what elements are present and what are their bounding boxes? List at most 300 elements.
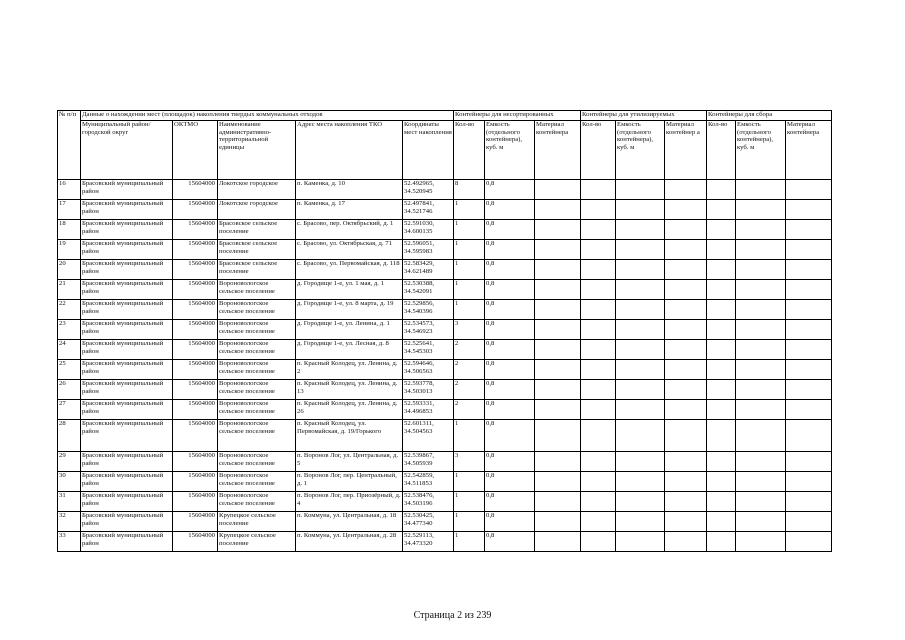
table-row (58, 280, 832, 300)
row-number: 27 (58, 400, 81, 420)
address-cell: п. Красный Колодец, ул. Первомайская, д. 19/Горького (296, 420, 403, 452)
empty-cell (535, 280, 581, 300)
address-cell: д. Городище 1-е, ул. 1 мая, д. 1 (296, 280, 403, 300)
empty-cell (616, 512, 665, 532)
address-cell: д. Городище 1-е, ул. Лесная, д. 8 (296, 340, 403, 360)
address-cell: с. Брасово, ул. Первомайская, д. 118 (296, 260, 403, 280)
empty-cell (707, 340, 736, 360)
empty-cell (581, 300, 616, 320)
empty-cell (535, 532, 581, 552)
volume-cell: 0,8 (485, 200, 535, 220)
coords-cell: 52.534573, 34.546923 (403, 320, 454, 340)
count-cell: 3 (454, 320, 485, 340)
row-number: 32 (58, 512, 81, 532)
row-number: 19 (58, 240, 81, 260)
material-header: Материал контейнера (535, 121, 581, 180)
oktmo-cell: 15604000 (173, 400, 218, 420)
volume-cell: 0,8 (485, 360, 535, 380)
volume-cell: 0,8 (485, 472, 535, 492)
empty-cell (665, 532, 707, 552)
address-cell: п. Красный Колодец, ул. Ленина, д. 13 (296, 380, 403, 400)
empty-cell (707, 492, 736, 512)
col-no-header: № п/п (58, 111, 81, 180)
empty-cell (535, 420, 581, 452)
coords-cell: 52.492965, 34.520945 (403, 180, 454, 200)
oktmo-cell: 15604000 (173, 260, 218, 280)
empty-cell (581, 420, 616, 452)
empty-cell (707, 180, 736, 200)
coords-cell: 52.596051, 34.595983 (403, 240, 454, 260)
count-cell: 1 (454, 240, 485, 260)
empty-cell (736, 360, 786, 380)
empty-cell (707, 240, 736, 260)
table-row (58, 492, 832, 512)
empty-cell (616, 220, 665, 240)
empty-cell (786, 300, 832, 320)
address-cell: п. Воронов Лог, пер. Приозёрный, д. 4 (296, 492, 403, 512)
table-row (58, 420, 832, 452)
empty-cell (665, 180, 707, 200)
count-cell: 1 (454, 512, 485, 532)
material2-header: Материал контейнер а (665, 121, 707, 180)
district-cell: Брасовский муниципальный район (81, 220, 173, 240)
count-cell: 2 (454, 360, 485, 380)
volume-cell: 0,8 (485, 280, 535, 300)
registry-table (57, 110, 832, 552)
address-cell: п. Красный Колодец, ул. Ленина, д. 2 (296, 360, 403, 380)
oktmo-cell: 15604000 (173, 532, 218, 552)
count-cell: 2 (454, 400, 485, 420)
empty-cell (707, 360, 736, 380)
empty-cell (535, 240, 581, 260)
district-cell: Брасовский муниципальный район (81, 340, 173, 360)
row-number: 22 (58, 300, 81, 320)
empty-cell (707, 260, 736, 280)
empty-cell (736, 220, 786, 240)
empty-cell (736, 280, 786, 300)
empty-cell (581, 380, 616, 400)
volume-cell: 0,8 (485, 220, 535, 240)
empty-cell (736, 180, 786, 200)
table-row (58, 380, 832, 400)
settlement-cell: Вороновологское сельское поселение (218, 492, 296, 512)
table-row (58, 240, 832, 260)
empty-cell (665, 472, 707, 492)
empty-cell (786, 400, 832, 420)
district-cell: Брасовский муниципальный район (81, 320, 173, 340)
table-row (58, 360, 832, 380)
empty-cell (616, 380, 665, 400)
empty-cell (665, 340, 707, 360)
settlement-cell: Локотское городское (218, 180, 296, 200)
oktmo-cell: 15604000 (173, 280, 218, 300)
coords-cell: 52.530388, 34.542091 (403, 280, 454, 300)
count-cell: 3 (454, 452, 485, 472)
count-cell: 1 (454, 472, 485, 492)
empty-cell (736, 492, 786, 512)
address-cell: п. Каменка, д. 17 (296, 200, 403, 220)
empty-cell (665, 320, 707, 340)
count-cell: 1 (454, 300, 485, 320)
table-row (58, 340, 832, 360)
volume-header: Емкость (отдельного контейнера), куб. м (485, 121, 535, 180)
empty-cell (736, 260, 786, 280)
settlement-cell: Вороновологское сельское поселение (218, 420, 296, 452)
row-number: 16 (58, 180, 81, 200)
empty-cell (665, 492, 707, 512)
empty-cell (665, 280, 707, 300)
empty-cell (736, 452, 786, 472)
address-cell: п. Коммуна, ул. Центральная, д. 28 (296, 532, 403, 552)
district-cell: Брасовский муниципальный район (81, 452, 173, 472)
row-number: 33 (58, 532, 81, 552)
district-cell: Брасовский муниципальный район (81, 300, 173, 320)
empty-cell (786, 180, 832, 200)
empty-cell (786, 200, 832, 220)
district-cell: Брасовский муниципальный район (81, 512, 173, 532)
settlement-cell: Крупецкое сельское поселение (218, 512, 296, 532)
district-cell: Брасовский муниципальный район (81, 380, 173, 400)
page-footer: Страница 2 из 239 (413, 610, 492, 621)
district-cell: Брасовский муниципальный район (81, 360, 173, 380)
settlement-cell: Брасовское сельское поселение (218, 220, 296, 240)
empty-cell (736, 400, 786, 420)
empty-cell (786, 380, 832, 400)
empty-cell (616, 532, 665, 552)
empty-cell (736, 380, 786, 400)
empty-cell (707, 452, 736, 472)
empty-cell (786, 532, 832, 552)
empty-cell (616, 452, 665, 472)
row-number: 17 (58, 200, 81, 220)
settlement-cell: Вороновологское сельское поселение (218, 280, 296, 300)
empty-cell (786, 340, 832, 360)
table-row (58, 472, 832, 492)
oktmo-cell: 15604000 (173, 340, 218, 360)
empty-cell (736, 320, 786, 340)
settlement-cell: Брасовское сельское поселение (218, 240, 296, 260)
coords-cell: 52.525641, 34.545303 (403, 340, 454, 360)
recyclable-group-header: Контейнеры для утилизируемых (581, 111, 707, 121)
oktmo-cell: 15604000 (173, 492, 218, 512)
empty-cell (535, 260, 581, 280)
district-cell: Брасовский муниципальный район (81, 492, 173, 512)
empty-cell (786, 492, 832, 512)
empty-cell (535, 492, 581, 512)
oktmo-cell: 15604000 (173, 300, 218, 320)
empty-cell (786, 512, 832, 532)
empty-cell (665, 400, 707, 420)
empty-cell (581, 360, 616, 380)
row-number: 20 (58, 260, 81, 280)
empty-cell (707, 300, 736, 320)
settlement-cell: Вороновологское сельское поселение (218, 380, 296, 400)
unsorted-group-header: Контейнеры для несортированных (454, 111, 581, 121)
empty-cell (535, 380, 581, 400)
empty-cell (786, 472, 832, 492)
table-row (58, 220, 832, 240)
volume-cell: 0,8 (485, 240, 535, 260)
count-cell: 1 (454, 492, 485, 512)
empty-cell (707, 532, 736, 552)
settlement-cell: Вороновологское сельское поселение (218, 320, 296, 340)
empty-cell (616, 472, 665, 492)
empty-cell (616, 240, 665, 260)
settlement-cell: Вороновологское сельское поселение (218, 400, 296, 420)
volume-cell: 0,8 (485, 180, 535, 200)
coords-header: Координаты мест накопления (403, 121, 454, 180)
volume-cell: 0,8 (485, 420, 535, 452)
empty-cell (616, 400, 665, 420)
district-cell: Брасовский муниципальный район (81, 180, 173, 200)
empty-cell (535, 512, 581, 532)
empty-cell (736, 420, 786, 452)
empty-cell (581, 492, 616, 512)
empty-cell (786, 280, 832, 300)
empty-cell (707, 380, 736, 400)
address-cell: п. Воронов Лог, пер. Центральный, д. 1 (296, 472, 403, 492)
group-header-row (58, 111, 832, 121)
count-cell: 1 (454, 420, 485, 452)
table-row (58, 200, 832, 220)
collection-group-header: Контейнеры для сбора (707, 111, 832, 121)
settlement-cell: Брасовское сельское поселение (218, 260, 296, 280)
address-cell: п. Воронов Лог, ул. Центральная, д. 5 (296, 452, 403, 472)
table-row (58, 512, 832, 532)
row-number: 30 (58, 472, 81, 492)
address-cell: с. Брасово, пер. Октябрьский, д. 1 (296, 220, 403, 240)
district-header: Муниципальный район/городской округ (81, 121, 173, 180)
empty-cell (581, 400, 616, 420)
empty-cell (786, 240, 832, 260)
settlement-cell: Вороновологское сельское поселение (218, 360, 296, 380)
row-number: 21 (58, 280, 81, 300)
coords-cell: 52.538476, 34.503196 (403, 492, 454, 512)
district-cell: Брасовский муниципальный район (81, 260, 173, 280)
empty-cell (581, 340, 616, 360)
empty-cell (616, 360, 665, 380)
empty-cell (581, 512, 616, 532)
empty-cell (581, 320, 616, 340)
district-cell: Брасовский муниципальный район (81, 532, 173, 552)
volume-cell: 0,8 (485, 340, 535, 360)
empty-cell (616, 492, 665, 512)
count3-header: Кол-во (707, 121, 736, 180)
oktmo-cell: 15604000 (173, 320, 218, 340)
empty-cell (707, 200, 736, 220)
empty-cell (535, 400, 581, 420)
volume-cell: 0,8 (485, 492, 535, 512)
volume2-header: Емкость (отдельного контейнера), куб. м (616, 121, 665, 180)
empty-cell (616, 200, 665, 220)
empty-cell (707, 320, 736, 340)
count-cell: 2 (454, 340, 485, 360)
empty-cell (535, 340, 581, 360)
empty-cell (736, 340, 786, 360)
empty-cell (786, 320, 832, 340)
row-number: 28 (58, 420, 81, 452)
coords-cell: 52.593331, 34.496853 (403, 400, 454, 420)
empty-cell (736, 472, 786, 492)
empty-cell (616, 180, 665, 200)
empty-cell (707, 220, 736, 240)
table-row (58, 300, 832, 320)
volume-cell: 0,8 (485, 532, 535, 552)
empty-cell (616, 260, 665, 280)
coords-cell: 52.530425, 34.477340 (403, 512, 454, 532)
oktmo-cell: 15604000 (173, 512, 218, 532)
table-row (58, 532, 832, 552)
empty-cell (786, 420, 832, 452)
empty-cell (736, 240, 786, 260)
count-cell: 8 (454, 180, 485, 200)
settlement-cell: Локотское городское (218, 200, 296, 220)
empty-cell (707, 400, 736, 420)
table-row (58, 180, 832, 200)
oktmo-cell: 15604000 (173, 420, 218, 452)
district-cell: Брасовский муниципальный район (81, 240, 173, 260)
empty-cell (535, 220, 581, 240)
count-cell: 1 (454, 280, 485, 300)
oktmo-cell: 15604000 (173, 220, 218, 240)
material3-header: Материал контейнера (786, 121, 832, 180)
coords-cell: 52.601311, 34.504563 (403, 420, 454, 452)
oktmo-cell: 15604000 (173, 180, 218, 200)
coords-cell: 52.529113, 34.473320 (403, 532, 454, 552)
empty-cell (616, 280, 665, 300)
empty-cell (736, 512, 786, 532)
empty-cell (665, 512, 707, 532)
count-header: Кол-во (454, 121, 485, 180)
settlement-cell: Вороновологское сельское поселение (218, 300, 296, 320)
oktmo-header: ОКТМО (173, 121, 218, 180)
empty-cell (707, 512, 736, 532)
empty-cell (581, 180, 616, 200)
empty-cell (665, 220, 707, 240)
empty-cell (581, 452, 616, 472)
coords-cell: 52.529856, 34.540396 (403, 300, 454, 320)
settlement-cell: Вороновологское сельское поселение (218, 452, 296, 472)
empty-cell (665, 452, 707, 472)
volume-cell: 0,8 (485, 452, 535, 472)
coords-cell: 52.497841, 34.521746 (403, 200, 454, 220)
empty-cell (665, 240, 707, 260)
empty-cell (736, 200, 786, 220)
address-cell: д. Городище 1-е, ул. Ленина, д. 1 (296, 320, 403, 340)
row-number: 26 (58, 380, 81, 400)
empty-cell (535, 320, 581, 340)
empty-cell (616, 420, 665, 452)
oktmo-cell: 15604000 (173, 472, 218, 492)
oktmo-cell: 15604000 (173, 452, 218, 472)
settlement-header: Наименование административно-территориальной единицы (218, 121, 296, 180)
row-number: 31 (58, 492, 81, 512)
coords-cell: 52.591030, 34.600135 (403, 220, 454, 240)
empty-cell (665, 360, 707, 380)
empty-cell (786, 360, 832, 380)
column-header-row (58, 121, 832, 180)
empty-cell (581, 260, 616, 280)
settlement-cell: Вороновологское сельское поселение (218, 472, 296, 492)
coords-cell: 52.542859, 34.511853 (403, 472, 454, 492)
row-number: 29 (58, 452, 81, 472)
empty-cell (581, 472, 616, 492)
volume-cell: 0,8 (485, 260, 535, 280)
address-cell: п. Красный Колодец, ул. Ленина, д. 26 (296, 400, 403, 420)
oktmo-cell: 15604000 (173, 240, 218, 260)
empty-cell (665, 200, 707, 220)
empty-cell (581, 532, 616, 552)
row-number: 25 (58, 360, 81, 380)
address-cell: с. Брасово, ул. Октябрьская, д. 71 (296, 240, 403, 260)
empty-cell (707, 420, 736, 452)
row-number: 18 (58, 220, 81, 240)
empty-cell (736, 300, 786, 320)
count-cell: 1 (454, 220, 485, 240)
empty-cell (581, 240, 616, 260)
district-cell: Брасовский муниципальный район (81, 200, 173, 220)
count2-header: Кол-во (581, 121, 616, 180)
settlement-cell: Крупецкое сельское поселение (218, 532, 296, 552)
table-row (58, 320, 832, 340)
empty-cell (665, 260, 707, 280)
empty-cell (616, 300, 665, 320)
coords-cell: 52.594646, 34.506563 (403, 360, 454, 380)
oktmo-cell: 15604000 (173, 380, 218, 400)
empty-cell (786, 452, 832, 472)
empty-cell (535, 472, 581, 492)
empty-cell (535, 200, 581, 220)
empty-cell (707, 472, 736, 492)
coords-cell: 52.593778, 34.503013 (403, 380, 454, 400)
count-cell: 1 (454, 532, 485, 552)
address-cell: д. Городище 1-е, ул. 8 марта, д. 19 (296, 300, 403, 320)
empty-cell (736, 532, 786, 552)
empty-cell (786, 260, 832, 280)
address-cell: п. Каменка, д. 10 (296, 180, 403, 200)
row-number: 23 (58, 320, 81, 340)
volume3-header: Емкость (отдельного контейнера), куб. м (736, 121, 786, 180)
volume-cell: 0,8 (485, 380, 535, 400)
coords-cell: 52.583429, 34.621489 (403, 260, 454, 280)
address-cell: п. Коммуна, ул. Центральная, д. 18 (296, 512, 403, 532)
empty-cell (581, 280, 616, 300)
volume-cell: 0,8 (485, 512, 535, 532)
count-cell: 1 (454, 200, 485, 220)
address-header: Адрес места накопления ТКО (296, 121, 403, 180)
empty-cell (786, 220, 832, 240)
oktmo-cell: 15604000 (173, 200, 218, 220)
district-cell: Брасовский муниципальный район (81, 420, 173, 452)
count-cell: 1 (454, 260, 485, 280)
oktmo-cell: 15604000 (173, 360, 218, 380)
empty-cell (616, 340, 665, 360)
district-cell: Брасовский муниципальный район (81, 472, 173, 492)
empty-cell (707, 280, 736, 300)
empty-cell (665, 300, 707, 320)
empty-cell (581, 200, 616, 220)
empty-cell (581, 220, 616, 240)
district-cell: Брасовский муниципальный район (81, 280, 173, 300)
coords-cell: 52.539867, 34.505939 (403, 452, 454, 472)
table-row (58, 260, 832, 280)
empty-cell (665, 380, 707, 400)
count-cell: 2 (454, 380, 485, 400)
district-cell: Брасовский муниципальный район (81, 400, 173, 420)
empty-cell (616, 320, 665, 340)
empty-cell (535, 300, 581, 320)
table-row (58, 400, 832, 420)
